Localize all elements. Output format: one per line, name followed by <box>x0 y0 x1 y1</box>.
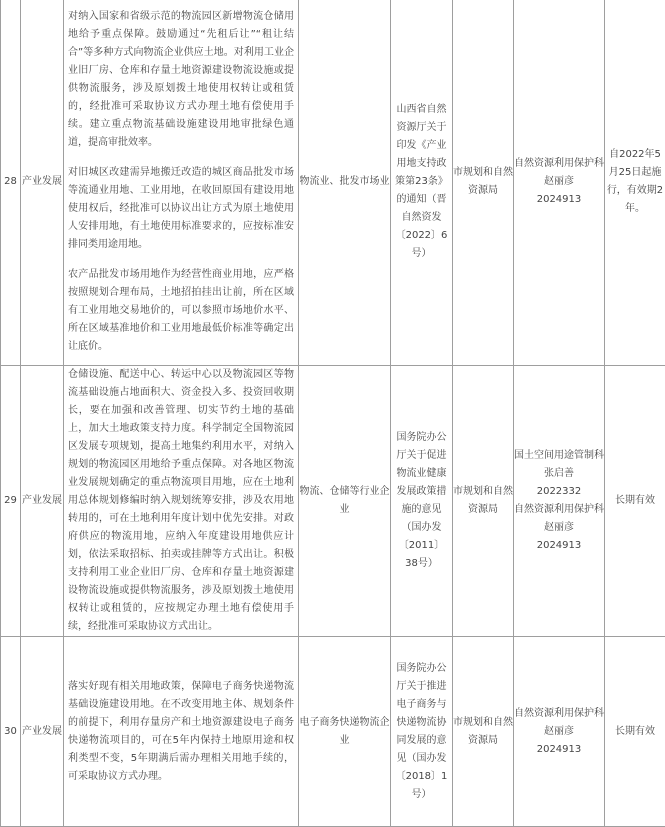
contact-office: 自然资源利用保护科 <box>514 501 604 519</box>
policy-paragraph: 对纳入国家和省级示范的物流园区新增物流仓储用地给予重点保障。鼓励通过“先租后让”“租让结合”等多种方式向物流企业供应土地。对利用工业企业旧厂房、仓库和存量土地资源建设物流设施或提供物流服务，涉及原划拨土地使用权转让或租赁的，经批准可采取协议方式办理土地有偿使用手续。建立重点物流基础设施建设用地审批绿色通道，提高审批效率。 <box>68 8 294 152</box>
validity-cell: 长期有效 <box>605 366 665 637</box>
row-number: 29 <box>1 366 21 637</box>
contact-phone: 2024913 <box>514 191 604 209</box>
policy-content-cell <box>64 637 299 827</box>
contact-cell <box>514 637 605 827</box>
policy-paragraph: 落实好现有相关用地政策，保障电子商务快递物流基础设施建设用地。在不改变用地主体、规划条件的前提下，利用存量房产和土地资源建设电子商务快递物流项目的，可在5年内保持土地原用途和权利类型不变，5年期满后需办理相关用地手续的，可采取协议方式办理。 <box>68 678 294 786</box>
policy-content-cell <box>64 366 299 637</box>
policy-source-cell: 山西省自然资源厅关于印发《产业用地支持政策第23条》的通知（晋自然资发〔2022〕6号） <box>391 0 453 366</box>
category-cell: 产业发展 <box>21 637 64 827</box>
contact-phone: 2024913 <box>514 741 604 759</box>
category-cell: 产业发展 <box>21 0 64 366</box>
policy-paragraph: 对旧城区改建需异地搬迁改造的城区商品批发市场等流通业用地、工业用地，在收回原国有建设用地使用权后，经批准可以协议出让方式为原土地使用人安排用地，有土地使用标准要求的，应按标准安排同类用途用地。 <box>68 164 294 254</box>
industry-cell: 物流业、批发市场业 <box>299 0 391 366</box>
contact-office: 国土空间用途管制科 <box>514 447 604 465</box>
validity-cell: 长期有效 <box>605 637 665 827</box>
table-row <box>1 637 665 827</box>
department-cell: 市规划和自然资源局 <box>453 366 514 637</box>
industry-cell: 物流、仓储等行业企业 <box>299 366 391 637</box>
contact-cell <box>514 366 605 637</box>
contact-phone: 2024913 <box>514 537 604 555</box>
department-cell: 市规划和自然资源局 <box>453 0 514 366</box>
contact-person: 张启善 <box>514 465 604 483</box>
contact-phone: 2022332 <box>514 483 604 501</box>
department-cell: 市规划和自然资源局 <box>453 637 514 827</box>
policy-paragraph: 仓储设施、配送中心、转运中心以及物流园区等物流基础设施占地面积大、资金投入多、投资回收期长，要在加强和改善管理、切实节约土地的基础上，加大土地政策支持力度。科学制定全国物流园区发展专项规划，提高土地集约利用水平，对纳入规划的物流园区用地给予重点保障。对各地区物流业发展规划确定的重点物流项目用地，应在土地利用总体规划修编时纳入规划统筹安排，涉及农用地转用的，可在土地利用年度计划中优先安排。对政府供应的物流用地，应纳入年度建设用地供应计划，依法采取招标、拍卖或挂牌等方式出让。积极支持利用工业企业旧厂房、仓库和存量土地资源建设物流设施或提供物流服务，涉及原划拨土地使用权转让或租赁的，应按规定办理土地有偿使用手续，经批准可采取协议方式出让。 <box>68 366 294 636</box>
table-row <box>1 366 665 637</box>
row-number: 30 <box>1 637 21 827</box>
contact-person: 赵丽彦 <box>514 173 604 191</box>
contact-office: 自然资源利用保护科 <box>514 705 604 723</box>
policy-paragraph: 农产品批发市场用地作为经营性商业用地，应严格按照规划合理布局，土地招拍挂出让前，所在区域有工业用地交易地价的，可以参照市场地价水平、所在区域基准地价和工业用地最低价标准等确定出让底价。 <box>68 266 294 356</box>
industry-cell: 电子商务快递物流企业 <box>299 637 391 827</box>
contact-person: 赵丽彦 <box>514 723 604 741</box>
policy-source-cell: 国务院办公厅关于推进电子商务与快递物流协同发展的意见（国办发〔2018〕1号） <box>391 637 453 827</box>
table-row <box>1 0 665 366</box>
policy-content-cell <box>64 0 299 366</box>
validity-cell: 自2022年5月25日起施行，有效期2年。 <box>605 0 665 366</box>
category-cell: 产业发展 <box>21 366 64 637</box>
row-number: 28 <box>1 0 21 366</box>
contact-person: 赵丽彦 <box>514 519 604 537</box>
contact-cell <box>514 0 605 366</box>
contact-office: 自然资源利用保护科 <box>514 155 604 173</box>
policy-source-cell: 国务院办公厅关于促进物流业健康发展政策措施的意见（国办发〔2011〕38号） <box>391 366 453 637</box>
